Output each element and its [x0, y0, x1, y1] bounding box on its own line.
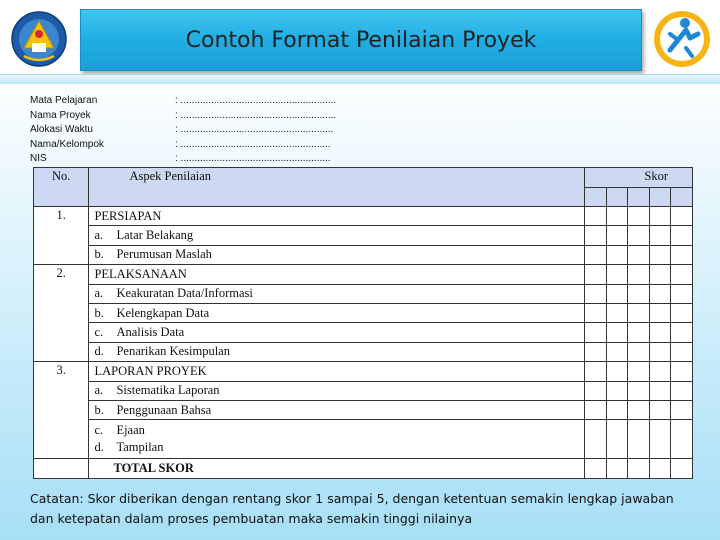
- score-cell: [671, 459, 693, 478]
- score-cell: [649, 303, 670, 322]
- kurikulum-2013-logo-icon: [652, 8, 712, 70]
- field-row: [30, 152, 430, 167]
- score-cell: [585, 400, 606, 419]
- score-cell: [606, 342, 627, 361]
- slide-header: [0, 0, 720, 76]
- field-value: : .......................................................: [175, 124, 334, 135]
- header-score-cell: [585, 187, 606, 207]
- score-cell: [628, 323, 649, 342]
- field-label: NIS: [30, 153, 47, 164]
- field-value: : ......................................................: [175, 138, 331, 150]
- item-text: Latar Belakang: [116, 228, 194, 243]
- aspect-item: [89, 284, 585, 303]
- header-aspek: Aspek Penilaian: [89, 168, 585, 207]
- section-number: 1.: [34, 207, 89, 265]
- field-value: : ........................................................: [175, 109, 337, 121]
- score-cell: [671, 420, 693, 459]
- score-cell: [671, 342, 693, 361]
- table-row: [34, 323, 693, 342]
- score-cell: [585, 381, 606, 400]
- table-row: [34, 400, 693, 419]
- field-value: : ......................................................: [175, 153, 331, 164]
- table-row: [34, 420, 693, 459]
- header-skor: Skor: [585, 168, 693, 188]
- score-cell: [671, 303, 693, 322]
- score-cell: [671, 245, 693, 264]
- score-cell: [628, 381, 649, 400]
- assessment-table-wrapper: [33, 167, 693, 479]
- item-text: Sistematika Laporan: [116, 383, 220, 398]
- table-row: [34, 284, 693, 303]
- identity-fields: [30, 94, 430, 167]
- table-row: [34, 342, 693, 361]
- item-text: Analisis Data: [116, 325, 185, 340]
- score-cell: [606, 323, 627, 342]
- footnote: Catatan: Skor diberikan dengan rentang skor 1 sampai 5, dengan ketentuan semakin lengkap jawaban dan ketepatan dalam proses pembuatan maka semakin tinggi nilainya: [30, 491, 674, 526]
- item-text: Kelengkapan Data: [116, 305, 210, 320]
- header-score-cell: [671, 187, 693, 207]
- score-cell: [649, 400, 670, 419]
- field-row: [30, 138, 430, 153]
- table-row: [34, 226, 693, 245]
- score-cell: [628, 342, 649, 361]
- aspect-item: [89, 400, 585, 419]
- header-score-cell: [628, 187, 649, 207]
- item-letter: d.: [94, 440, 104, 455]
- aspect-item-line: [94, 422, 584, 439]
- aspect-item-line: [94, 285, 584, 302]
- field-row: [30, 109, 430, 124]
- aspect-item-line: [94, 246, 584, 263]
- score-cell: [671, 381, 693, 400]
- score-cell: [628, 362, 649, 381]
- score-cell: [585, 342, 606, 361]
- aspect-item-line: [94, 343, 584, 360]
- item-letter: c.: [94, 423, 104, 438]
- score-cell: [671, 323, 693, 342]
- aspect-item: [89, 420, 585, 459]
- score-cell: [606, 245, 627, 264]
- score-cell: [585, 226, 606, 245]
- score-cell: [649, 342, 670, 361]
- table-row: [34, 381, 693, 400]
- score-cell: [628, 245, 649, 264]
- field-label: Alokasi Waktu: [30, 124, 93, 135]
- table-row: [34, 245, 693, 264]
- score-cell: [606, 303, 627, 322]
- score-cell: [649, 207, 670, 226]
- table-row: [34, 303, 693, 322]
- score-cell: [606, 381, 627, 400]
- section-title: PERSIAPAN: [89, 207, 585, 226]
- table-row: [34, 265, 693, 284]
- field-value: : ........................................................: [175, 95, 337, 106]
- score-cell: [606, 265, 627, 284]
- table-header-row: [34, 168, 693, 188]
- section-title: PELAKSANAAN: [89, 265, 585, 284]
- aspect-item: [89, 342, 585, 361]
- score-cell: [628, 303, 649, 322]
- score-cell: [649, 362, 670, 381]
- item-letter: b.: [94, 305, 104, 320]
- score-cell: [628, 265, 649, 284]
- score-cell: [585, 207, 606, 226]
- section-number: 2.: [34, 265, 89, 362]
- aspect-item-line: [94, 324, 584, 341]
- aspect-item: [89, 381, 585, 400]
- aspect-item-line: [94, 439, 584, 456]
- section-number: 3.: [34, 362, 89, 459]
- aspect-item-line: [94, 402, 584, 419]
- page-title: Contoh Format Penilaian Proyek: [185, 27, 537, 53]
- total-no-cell: [34, 459, 89, 478]
- aspect-item: [89, 303, 585, 322]
- aspect-item-line: [94, 305, 584, 322]
- score-cell: [606, 420, 627, 459]
- score-cell: [585, 265, 606, 284]
- field-row: [30, 123, 430, 138]
- score-cell: [628, 226, 649, 245]
- score-cell: [585, 420, 606, 459]
- score-cell: [585, 303, 606, 322]
- score-cell: [585, 459, 606, 478]
- item-letter: b.: [94, 402, 104, 417]
- score-cell: [628, 459, 649, 478]
- score-cell: [671, 400, 693, 419]
- score-cell: [585, 284, 606, 303]
- total-row: [34, 459, 693, 478]
- item-letter: c.: [94, 325, 104, 340]
- section-title: LAPORAN PROYEK: [89, 362, 585, 381]
- item-letter: d.: [94, 344, 104, 359]
- score-cell: [628, 284, 649, 303]
- score-cell: [606, 400, 627, 419]
- item-text: Ejaan: [116, 423, 145, 438]
- table-row: [34, 207, 693, 226]
- item-text: Keakuratan Data/Informasi: [116, 286, 253, 301]
- header-score-cell: [606, 187, 627, 207]
- aspect-item: [89, 323, 585, 342]
- field-label: Mata Pelajaran: [30, 95, 98, 106]
- kemdikbud-logo-icon: [10, 10, 68, 68]
- score-cell: [649, 459, 670, 478]
- total-label: TOTAL SKOR: [89, 459, 585, 478]
- score-cell: [649, 265, 670, 284]
- item-letter: a.: [94, 228, 104, 243]
- score-cell: [671, 207, 693, 226]
- score-cell: [649, 420, 670, 459]
- header-score-cell: [649, 187, 670, 207]
- item-letter: b.: [94, 247, 104, 262]
- assessment-table: [33, 167, 693, 479]
- score-cell: [649, 245, 670, 264]
- score-cell: [606, 226, 627, 245]
- score-cell: [649, 323, 670, 342]
- item-text: Penggunaan Bahsa: [116, 402, 212, 417]
- title-bar: [80, 9, 642, 71]
- score-cell: [606, 459, 627, 478]
- score-cell: [606, 284, 627, 303]
- field-label: Nama Proyek: [30, 109, 91, 121]
- content-top-bar: [0, 74, 720, 84]
- item-letter: a.: [94, 383, 104, 398]
- slide-content: [0, 74, 720, 540]
- score-cell: [649, 381, 670, 400]
- score-cell: [671, 284, 693, 303]
- table-row: [34, 362, 693, 381]
- score-cell: [671, 265, 693, 284]
- item-text: Tampilan: [116, 440, 164, 455]
- score-cell: [671, 226, 693, 245]
- aspect-item-line: [94, 227, 584, 244]
- item-text: Perumusan Maslah: [116, 247, 212, 262]
- score-cell: [585, 245, 606, 264]
- aspect-item: [89, 245, 585, 264]
- score-cell: [606, 207, 627, 226]
- score-cell: [649, 226, 670, 245]
- aspect-item: [89, 226, 585, 245]
- field-label: Nama/Kelompok: [30, 138, 104, 150]
- score-cell: [585, 323, 606, 342]
- score-cell: [585, 362, 606, 381]
- score-cell: [649, 284, 670, 303]
- score-cell: [606, 362, 627, 381]
- score-cell: [628, 207, 649, 226]
- score-cell: [671, 362, 693, 381]
- score-cell: [628, 400, 649, 419]
- field-row: [30, 94, 430, 109]
- item-letter: a.: [94, 286, 104, 301]
- score-cell: [628, 420, 649, 459]
- header-no: No.: [34, 168, 89, 207]
- aspect-item-line: [94, 382, 584, 399]
- item-text: Penarikan Kesimpulan: [116, 344, 230, 359]
